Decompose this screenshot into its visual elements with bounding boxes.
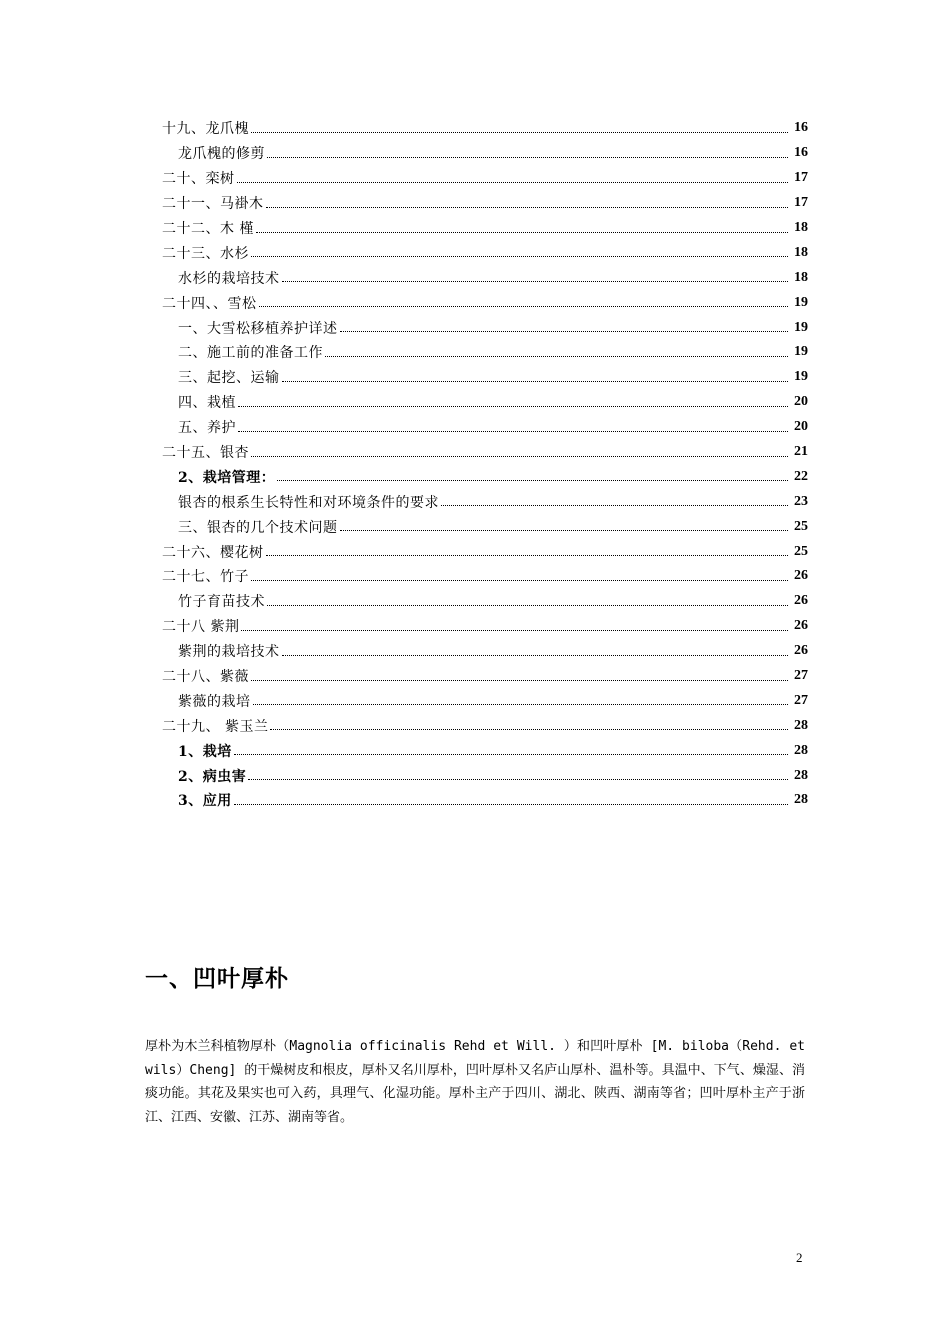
toc-entry-title: 二十一、马褂木 — [162, 196, 264, 213]
toc-entry[interactable] — [162, 514, 808, 539]
toc-dot-leader — [325, 356, 788, 357]
toc-dot-leader — [248, 779, 788, 780]
toc-entry-title: 一、大雪松移植养护详述 — [178, 320, 338, 337]
toc-entry-page: 27 — [794, 668, 808, 684]
toc-entry-page: 16 — [794, 145, 808, 161]
toc-entry-page: 19 — [794, 344, 808, 360]
toc-entry[interactable] — [162, 664, 808, 689]
toc-dot-leader — [251, 132, 788, 133]
toc-dot-leader — [256, 232, 788, 233]
toc-dot-leader — [266, 207, 789, 208]
toc-entry[interactable] — [162, 390, 808, 415]
toc-entry[interactable] — [162, 639, 808, 664]
toc-entry-title: 水杉的栽培技术 — [178, 270, 280, 287]
toc-entry[interactable] — [162, 464, 808, 489]
toc-entry-page: 17 — [794, 195, 808, 211]
toc-entry-page: 28 — [794, 792, 808, 808]
toc-entry-page: 18 — [794, 269, 808, 285]
toc-entry-page: 19 — [794, 319, 808, 335]
toc-entry[interactable] — [162, 216, 808, 241]
table-of-contents — [162, 116, 808, 813]
toc-entry[interactable] — [162, 788, 808, 813]
toc-entry-title: 二十四、、雪松 — [162, 295, 257, 312]
section-body-paragraph: 厚朴为木兰科植物厚朴（Magnolia officinalis Rehd et Will. ）和凹叶厚朴 [M. biloba（Rehd. et wils）Cheng] 的干燥树皮和根皮，厚朴又名川厚朴，凹叶厚朴又名庐山厚朴、温朴等。具温中、下气、燥湿、消痰功能。其花及果实也可入药，具理气、化湿功能。厚朴主产于四川、湖北、陕西、湖南等省；凹叶厚朴主产于浙江、江西、安徽、江苏、湖南等省。 — [145, 1039, 805, 1125]
toc-entry-page: 27 — [794, 692, 808, 708]
toc-dot-leader — [251, 256, 788, 257]
toc-entry[interactable] — [162, 315, 808, 340]
toc-dot-leader — [234, 754, 788, 755]
toc-entry-page: 22 — [794, 468, 808, 484]
toc-entry[interactable] — [162, 589, 808, 614]
toc-entry-title: 二十六、樱花树 — [162, 544, 264, 561]
toc-entry-title: 2、病虫害 — [178, 768, 247, 785]
toc-dot-leader — [340, 530, 789, 531]
toc-entry[interactable] — [162, 763, 808, 788]
toc-entry-page: 21 — [794, 444, 808, 460]
toc-entry[interactable] — [162, 191, 808, 216]
toc-entry-title: 2、栽培管理： — [178, 469, 276, 486]
toc-entry-title: 1、栽培 — [178, 743, 232, 760]
toc-entry[interactable] — [162, 166, 808, 191]
toc-dot-leader — [282, 281, 789, 282]
toc-entry-title: 龙爪槐的修剪 — [178, 146, 265, 163]
toc-dot-leader — [277, 480, 788, 481]
toc-dot-leader — [282, 381, 789, 382]
toc-dot-leader — [234, 804, 788, 805]
toc-entry[interactable] — [162, 539, 808, 564]
toc-dot-leader — [267, 157, 788, 158]
toc-entry-title: 二、施工前的准备工作 — [178, 345, 323, 362]
toc-entry[interactable] — [162, 141, 808, 166]
toc-entry-page: 16 — [794, 120, 808, 136]
toc-entry[interactable] — [162, 713, 808, 738]
toc-entry[interactable] — [162, 489, 808, 514]
toc-entry-page: 26 — [794, 593, 808, 609]
toc-entry-page: 28 — [794, 742, 808, 758]
toc-entry[interactable] — [162, 440, 808, 465]
toc-entry[interactable] — [162, 340, 808, 365]
section-heading: 一、凹叶厚朴 — [145, 966, 289, 992]
toc-dot-leader — [266, 555, 789, 556]
toc-dot-leader — [340, 331, 789, 332]
toc-entry-title: 二十二、木 槿 — [162, 221, 254, 237]
toc-entry-title: 二十八 紫荆 — [162, 619, 240, 636]
page-number: 2 — [796, 1250, 803, 1265]
toc-entry[interactable] — [162, 564, 808, 589]
toc-dot-leader — [241, 630, 788, 631]
toc-entry-title: 五、养护 — [178, 420, 236, 437]
toc-entry[interactable] — [162, 365, 808, 390]
toc-entry-title: 紫荆的栽培技术 — [178, 644, 280, 661]
toc-entry-page: 26 — [794, 618, 808, 634]
toc-entry-title: 紫薇的栽培 — [178, 693, 251, 710]
toc-entry-page: 18 — [794, 244, 808, 260]
toc-dot-leader — [251, 580, 788, 581]
toc-dot-leader — [238, 406, 788, 407]
toc-entry-title: 二十、栾树 — [162, 171, 235, 188]
toc-dot-leader — [237, 182, 789, 183]
toc-entry-page: 20 — [794, 394, 808, 410]
toc-entry-page: 26 — [794, 643, 808, 659]
toc-entry[interactable] — [162, 240, 808, 265]
toc-entry-title: 竹子育苗技术 — [178, 594, 265, 611]
toc-entry-title: 银杏的根系生长特性和对环境条件的要求 — [178, 494, 439, 511]
toc-entry-title: 十九、龙爪槐 — [162, 121, 249, 138]
toc-dot-leader — [282, 655, 789, 656]
toc-dot-leader — [270, 729, 788, 730]
toc-entry[interactable] — [162, 688, 808, 713]
toc-entry[interactable] — [162, 265, 808, 290]
toc-entry-page: 19 — [794, 294, 808, 310]
toc-entry-page: 23 — [794, 493, 808, 509]
toc-entry-title: 二十九、 紫玉兰 — [162, 718, 269, 735]
toc-entry-title: 二十八、紫薇 — [162, 669, 249, 686]
toc-dot-leader — [251, 456, 788, 457]
toc-entry[interactable] — [162, 116, 808, 141]
toc-dot-leader — [253, 704, 789, 705]
toc-entry-page: 26 — [794, 568, 808, 584]
toc-entry-title: 3、应用 — [178, 793, 232, 810]
toc-entry-page: 25 — [794, 518, 808, 534]
toc-entry[interactable] — [162, 415, 808, 440]
toc-dot-leader — [251, 680, 788, 681]
toc-entry-page: 20 — [794, 419, 808, 435]
toc-dot-leader — [238, 431, 788, 432]
toc-entry-page: 28 — [794, 717, 808, 733]
toc-entry[interactable] — [162, 738, 808, 763]
toc-entry-title: 二十五、银杏 — [162, 445, 249, 462]
toc-entry-page: 28 — [794, 767, 808, 783]
toc-dot-leader — [267, 605, 788, 606]
toc-entry-title: 三、银杏的几个技术问题 — [178, 519, 338, 536]
toc-entry-page: 17 — [794, 170, 808, 186]
toc-entry-title: 四、栽植 — [178, 395, 236, 412]
toc-entry-page: 19 — [794, 369, 808, 385]
toc-entry-title: 二十七、竹子 — [162, 569, 249, 586]
toc-entry-title: 三、起挖、运输 — [178, 370, 280, 387]
toc-entry[interactable] — [162, 290, 808, 315]
toc-entry-page: 18 — [794, 220, 808, 235]
toc-dot-leader — [441, 505, 788, 506]
toc-entry-page: 25 — [794, 543, 808, 559]
toc-dot-leader — [259, 306, 789, 307]
toc-entry-title: 二十三、水杉 — [162, 245, 249, 262]
toc-entry[interactable] — [162, 614, 808, 639]
